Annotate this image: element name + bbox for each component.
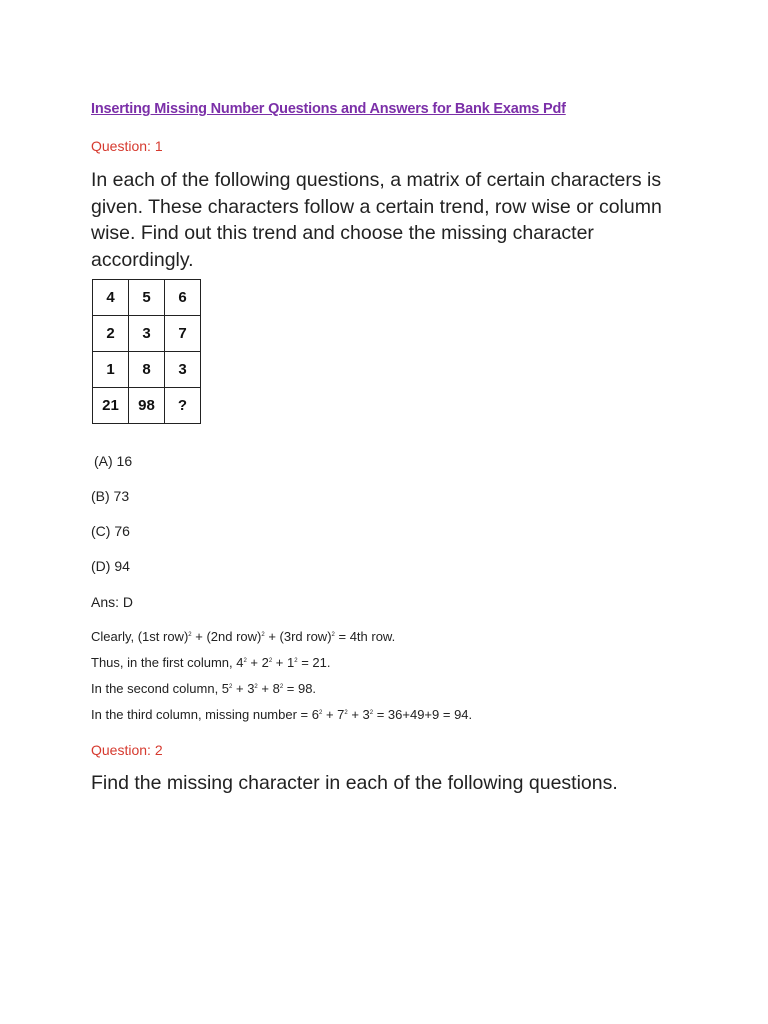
option-b: (B) 73: [91, 488, 130, 504]
solution-line-1: Clearly, (1st row)$^2$ + (2nd row)$^2$ + (3rd row)$^2$ = 4th row.: [91, 629, 396, 644]
question-1-label: Question: 1: [91, 138, 163, 154]
matrix-cell: 5: [129, 280, 165, 316]
question-1-text: In each of the following questions, a matrix of certain characters is given. These characters follow a certain trend, row wise or column wise. Find out this trend and choose the missing character accordingly.: [91, 169, 662, 271]
question-2-text: Find the missing character in each of the following questions.: [91, 772, 618, 794]
question-2-label: Question: 2: [91, 742, 163, 758]
matrix-cell: 98: [129, 388, 165, 424]
matrix-cell: 2: [93, 316, 129, 352]
solution-line-3: In the second column, $5^2 + 3^2 + 8^2 = 98$.: [91, 681, 317, 696]
matrix-cell: 6: [165, 280, 201, 316]
matrix-cell: 1: [93, 352, 129, 388]
option-c: (C) 76: [91, 523, 130, 539]
matrix-cell: 3: [129, 316, 165, 352]
matrix-row-2: [93, 316, 201, 352]
solution-line-4: In the third column, missing number = $6^2 + 7^2 + 3^2 = 36+49+9 = 94$.: [91, 707, 473, 722]
matrix-cell: 8: [129, 352, 165, 388]
matrix-cell: 3: [165, 352, 201, 388]
answer-text: Ans: D: [91, 594, 134, 610]
matrix-cell: 21: [93, 388, 129, 424]
matrix-cell: 7: [165, 316, 201, 352]
matrix-row-1: [93, 280, 201, 316]
document-title-link[interactable]: Inserting Missing Number Questions and Answers for Bank Exams Pdf: [91, 101, 566, 117]
matrix-cell-missing: ?: [165, 388, 201, 424]
matrix-row-4: [93, 388, 201, 424]
character-matrix: [92, 279, 201, 424]
solution-line-2: Thus, in the first column, $4^2 + 2^2 + 1^2 = 21$.: [91, 655, 331, 670]
option-a: (A) 16: [94, 453, 133, 469]
matrix-row-3: [93, 352, 201, 388]
option-d: (D) 94: [91, 558, 130, 574]
matrix-cell: 4: [93, 280, 129, 316]
